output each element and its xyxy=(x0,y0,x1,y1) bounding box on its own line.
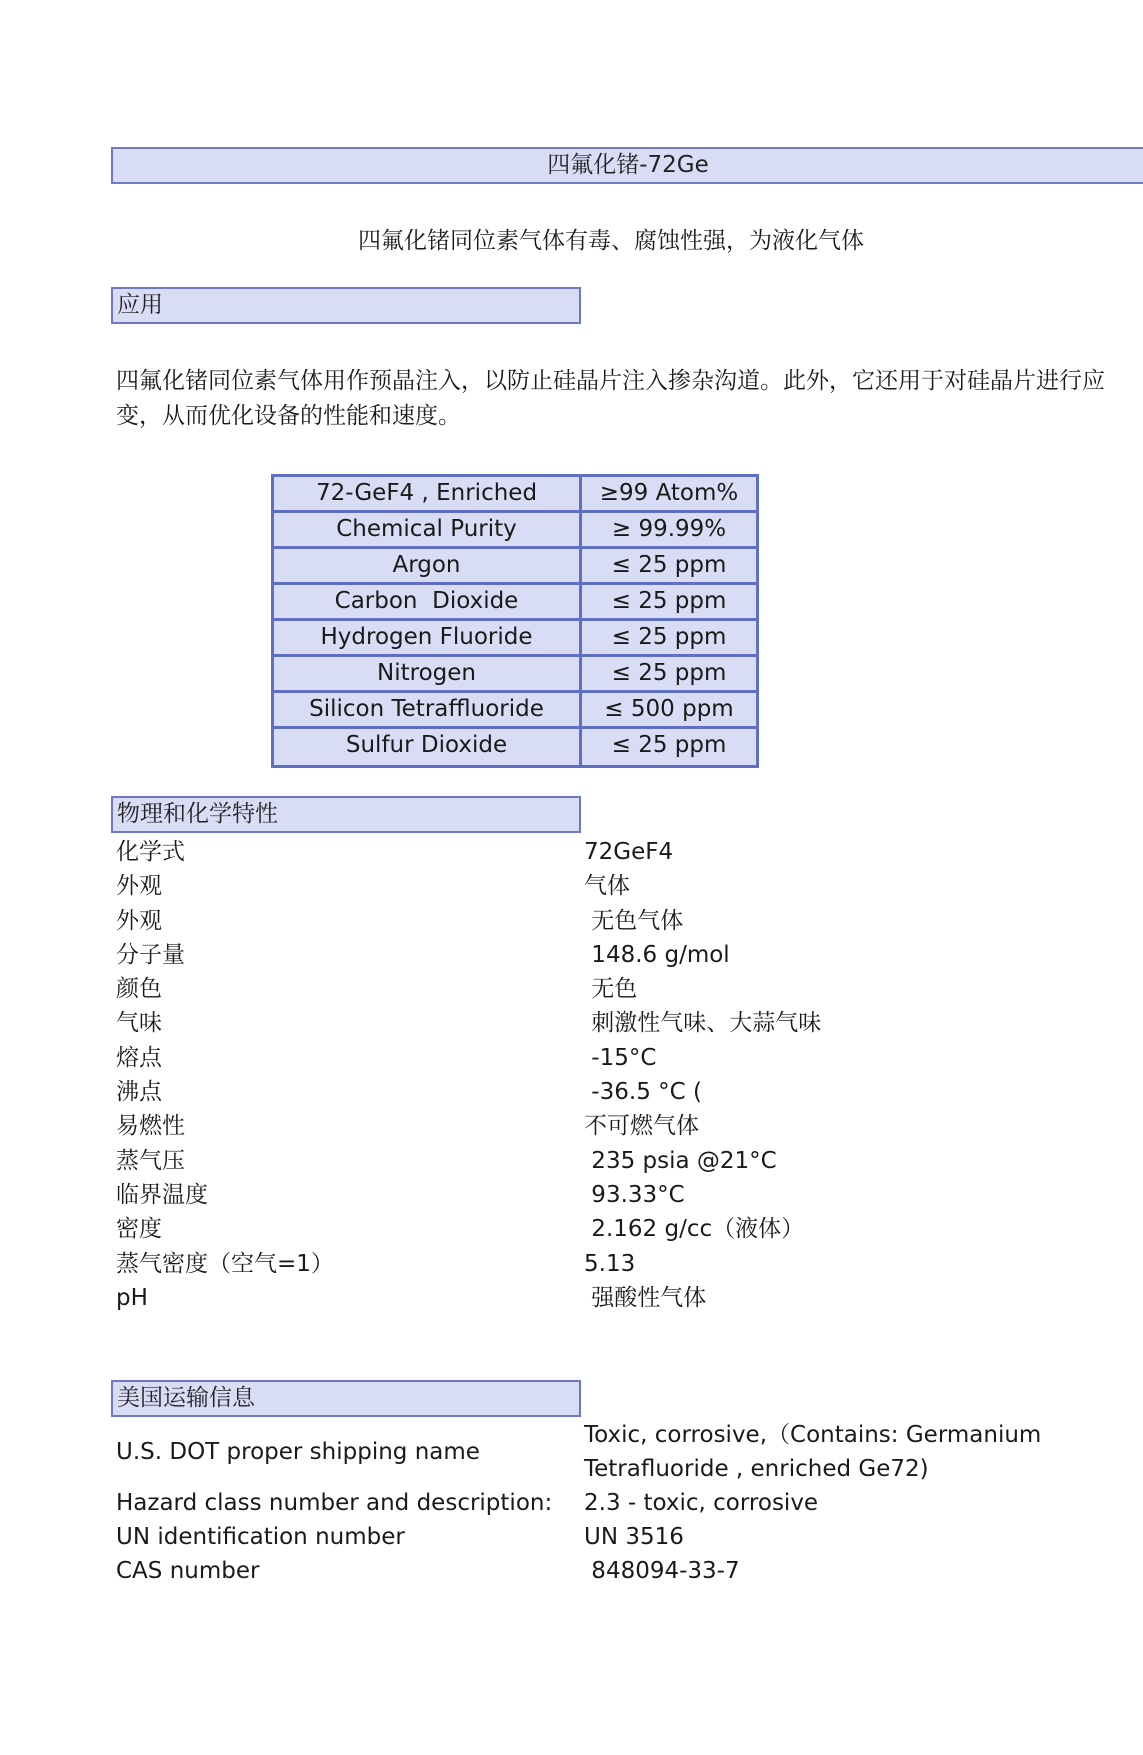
un-row xyxy=(116,1520,1116,1554)
hazard-row xyxy=(116,1486,1116,1520)
property-value: 气体 xyxy=(584,873,630,900)
property-key: 分子量 xyxy=(116,941,185,968)
property-row xyxy=(116,869,1076,903)
property-key: 易燃性 xyxy=(116,1113,185,1140)
property-value: 不可燃气体 xyxy=(584,1113,699,1140)
property-row xyxy=(116,1144,1076,1178)
property-value: 148.6 g/mol xyxy=(584,941,730,968)
document-title: 四氟化锗-72Ge xyxy=(111,147,1143,184)
application-heading: 应用 xyxy=(111,287,581,324)
spec-row xyxy=(274,729,756,765)
property-row xyxy=(116,1006,1076,1040)
property-key: 外观 xyxy=(116,907,162,934)
property-value: 93.33°C xyxy=(584,1181,685,1208)
property-row xyxy=(116,1075,1076,1109)
shipping-name-key: U.S. DOT proper shipping name xyxy=(116,1439,480,1465)
property-row xyxy=(116,938,1076,972)
spec-value: ≤ 25 ppm xyxy=(582,621,756,654)
property-value: 72GeF4 xyxy=(584,839,674,865)
cas-row xyxy=(116,1554,1116,1588)
shipping-name-value-line2: Tetrafluoride , enriched Ge72) xyxy=(584,1456,929,1482)
shipping-details xyxy=(116,1486,1116,1588)
property-key: 外观 xyxy=(116,873,162,900)
hazard-key: Hazard class number and description: xyxy=(116,1490,553,1516)
shipping-name-row xyxy=(116,1418,1116,1486)
application-text: 四氟化锗同位素气体用作预晶注入，以防止硅晶片注入掺杂沟道。此外，它还用于对硅晶片进行应变，从而优化设备的性能和速度。 xyxy=(116,368,1105,429)
cas-value: 848094-33-7 xyxy=(584,1558,740,1584)
spec-name: Nitrogen xyxy=(274,657,582,690)
spec-name: Argon xyxy=(274,549,582,582)
property-value: 2.162 g/cc（液体） xyxy=(584,1216,805,1243)
spec-row xyxy=(274,477,756,513)
properties-list xyxy=(116,835,1076,1315)
spec-value: ≤ 25 ppm xyxy=(582,729,756,765)
property-row xyxy=(116,835,1076,869)
property-value: -15°C xyxy=(584,1044,657,1071)
property-value: 刺激性气味、大蒜气味 xyxy=(584,1010,822,1037)
spec-value: ≤ 25 ppm xyxy=(582,657,756,690)
spec-name: Hydrogen Fluoride xyxy=(274,621,582,654)
property-row xyxy=(116,1041,1076,1075)
spec-row xyxy=(274,513,756,549)
un-key: UN identification number xyxy=(116,1524,405,1550)
spec-value: ≤ 500 ppm xyxy=(582,693,756,726)
spec-name: Silicon Tetraffluoride xyxy=(274,693,582,726)
property-row xyxy=(116,1212,1076,1246)
property-key: pH xyxy=(116,1284,148,1311)
property-value: -36.5 °C ( xyxy=(584,1079,702,1106)
spec-value: ≤ 25 ppm xyxy=(582,549,756,582)
property-row xyxy=(116,1281,1076,1315)
spec-table xyxy=(271,474,759,768)
spec-value: ≥ 99.99% xyxy=(582,513,756,546)
property-value: 无色 xyxy=(584,976,638,1003)
spec-name: Sulfur Dioxide xyxy=(274,729,582,765)
spec-value: ≥99 Atom% xyxy=(582,477,756,510)
spec-row xyxy=(274,693,756,729)
property-row xyxy=(116,1109,1076,1143)
spec-name: 72-GeF4 , Enriched xyxy=(274,477,582,510)
spec-value: ≤ 25 ppm xyxy=(582,585,756,618)
property-value: 强酸性气体 xyxy=(584,1284,707,1311)
cas-key: CAS number xyxy=(116,1558,260,1584)
shipping-name-value xyxy=(584,1418,1116,1486)
property-key: 临界温度 xyxy=(116,1181,208,1208)
property-key: 气味 xyxy=(116,1010,162,1037)
property-row xyxy=(116,904,1076,938)
property-row xyxy=(116,1178,1076,1212)
property-key: 颜色 xyxy=(116,976,162,1003)
property-value: 无色气体 xyxy=(584,907,684,934)
spec-row xyxy=(274,585,756,621)
shipping-heading: 美国运输信息 xyxy=(111,1380,581,1417)
property-key: 熔点 xyxy=(116,1044,162,1071)
property-key: 沸点 xyxy=(116,1079,162,1106)
spec-row xyxy=(274,621,756,657)
shipping-name-value-line1: Toxic, corrosive,（Contains: Germanium xyxy=(584,1422,1042,1448)
property-value: 5.13 xyxy=(584,1250,636,1277)
property-key: 蒸气密度（空气=1） xyxy=(116,1250,334,1277)
spec-row xyxy=(274,657,756,693)
property-row xyxy=(116,1247,1076,1281)
hazard-value: 2.3 - toxic, corrosive xyxy=(584,1490,819,1516)
spec-name: Carbon Dioxide xyxy=(274,585,582,618)
properties-heading: 物理和化学特性 xyxy=(111,796,581,833)
subtitle: 四氟化锗同位素气体有毒、腐蚀性强，为液化气体 xyxy=(358,228,864,254)
property-row xyxy=(116,972,1076,1006)
property-key: 密度 xyxy=(116,1216,162,1243)
spec-row xyxy=(274,549,756,585)
un-value: UN 3516 xyxy=(584,1524,684,1550)
property-value: 235 psia @21°C xyxy=(584,1147,777,1174)
spec-name: Chemical Purity xyxy=(274,513,582,546)
property-key: 化学式 xyxy=(116,839,185,865)
property-key: 蒸气压 xyxy=(116,1147,185,1174)
